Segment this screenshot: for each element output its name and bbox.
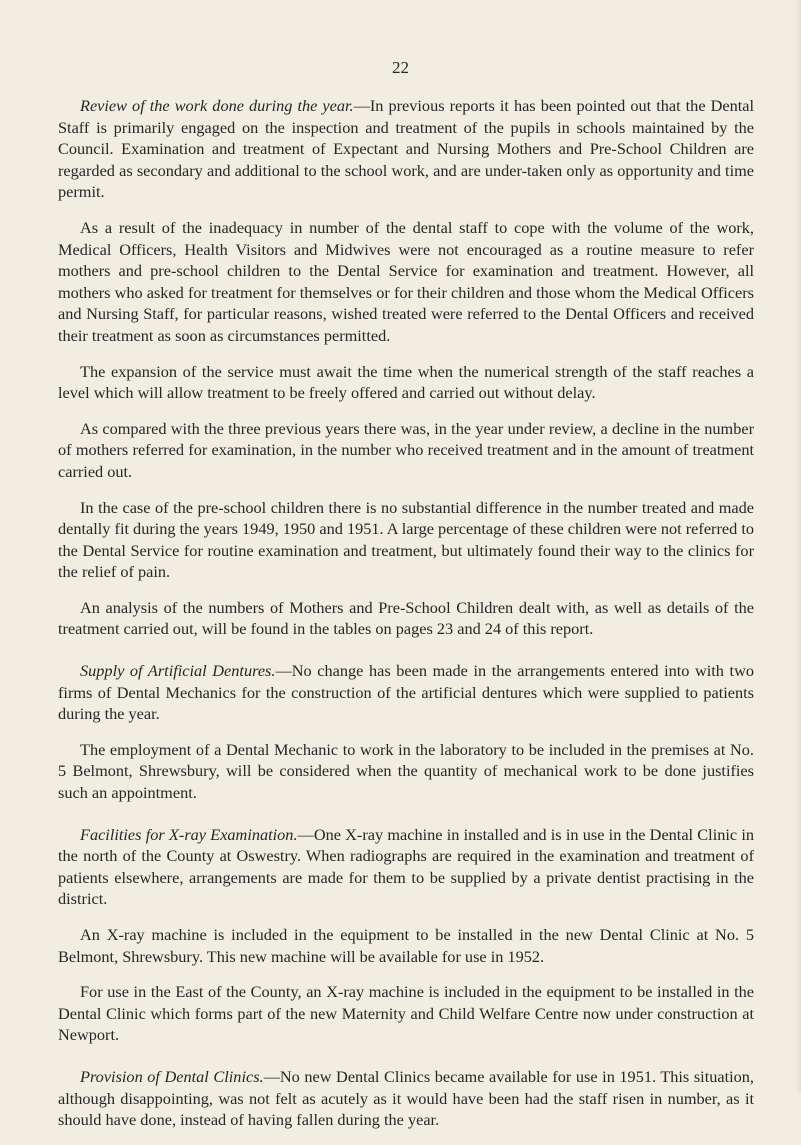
section-heading: Facilities for X-ray Examination.	[80, 824, 298, 844]
em-dash: —	[263, 1066, 280, 1086]
paragraph	[58, 660, 754, 725]
section-review	[58, 95, 754, 640]
paragraph	[58, 95, 754, 203]
paragraph: The expansion of the service must await the time when the numerical strength of the staff reaches a level which will allow treatment to be freely offered and carried out without delay.	[58, 361, 754, 403]
page-content	[58, 95, 754, 1145]
em-dash: —	[353, 96, 370, 115]
section-heading: Supply of Artificial Dentures.	[80, 661, 276, 681]
paragraph: An X-ray machine is included in the equipment to be installed in the new Dental Clinic at No. 5 Belmont, Shrewsbury. This new machine will be available for use in 1952.	[58, 925, 754, 966]
paragraph: As a result of the inadequacy in number of the dental staff to cope with the volume of the work, Medical Officers, Health Visitors and Midwives were not encouraged as a routine measure to refer mothers and pre-school children to the Dental Service for examination and treatment. However, all mothers who asked for treatment for themselves or for their children and those whom the Medical Officers and Nursing Staff, for particular reasons, wished treated were referred to the Dental Officers and received their treatment as soon as circumstances permitted.	[58, 217, 754, 345]
paragraph-text: No new Dental Clinics became available for use in 1951. This situation, although disappointing, was not felt as acutely as it would have been had the staff risen in number, as it should have done, instead of having fallen during the year.	[58, 1066, 754, 1130]
paragraph: In the case of the pre-school children there is no substantial difference in the number treated and made dentally fit during the years 1949, 1950 and 1951. A large percentage of these children were not referred to the Dental Service for routine examination and treatment, but ultimately found their way to the clinics for the relief of pain.	[58, 497, 754, 582]
section-dental-clinics	[58, 1066, 754, 1131]
paragraph-text: No change has been made in the arrangements entered into with two firms of Dental Mechanics for the construction of the artificial dentures which were supplied to patients during the year.	[58, 661, 754, 724]
section-artificial-dentures	[58, 660, 754, 804]
section-heading: Review of the work done during the year.	[80, 96, 354, 115]
paragraph: As compared with the three previous years there was, in the year under review, a decline in the number of mothers referred for examination, in the number who received treatment and in the amount of treatment carried out.	[58, 418, 754, 481]
paragraph-text: One X-ray machine in installed and is in use in the Dental Clinic in the north of the County at Oswestry. When radiographs are required in the examination and treatment of patients elsewhere, arrangements are made for them to be supplied by a private dentist practising in the district.	[58, 824, 755, 909]
paragraph: For use in the East of the County, an X-ray machine is included in the equipment to be installed in the Dental Clinic which forms part of the new Maternity and Child Welfare Centre now under construction at Newport.	[58, 982, 754, 1045]
paragraph-text: In previous reports it has been pointed out that the Dental Staff is primarily engaged on the inspection and treatment of the pupils in schools maintained by the Council. Examination and treatment of Expectant and Nursing Mothers and Pre-School Children are regarded as secondary and additional to the school work, and are under-taken only as opportunity and time permit.	[58, 96, 754, 202]
em-dash: —	[275, 661, 292, 681]
section-xray-facilities	[58, 824, 754, 1046]
paragraph: An analysis of the numbers of Mothers and Pre-School Children dealt with, as well as details of the treatment carried out, will be found in the tables on pages 23 and 24 of this report.	[58, 597, 754, 639]
paragraph	[58, 824, 754, 910]
page-edge-shadow	[795, 0, 801, 1092]
em-dash: —	[297, 824, 314, 844]
paragraph: The employment of a Dental Mechanic to work in the laboratory to be included in the premises at No. 5 Belmont, Shrewsbury, will be considered when the quantity of mechanical work to be done justifies such an appointment.	[58, 739, 754, 803]
section-heading: Provision of Dental Clinics.	[80, 1066, 264, 1086]
page-number: 22	[392, 58, 409, 77]
paragraph	[58, 1066, 754, 1131]
